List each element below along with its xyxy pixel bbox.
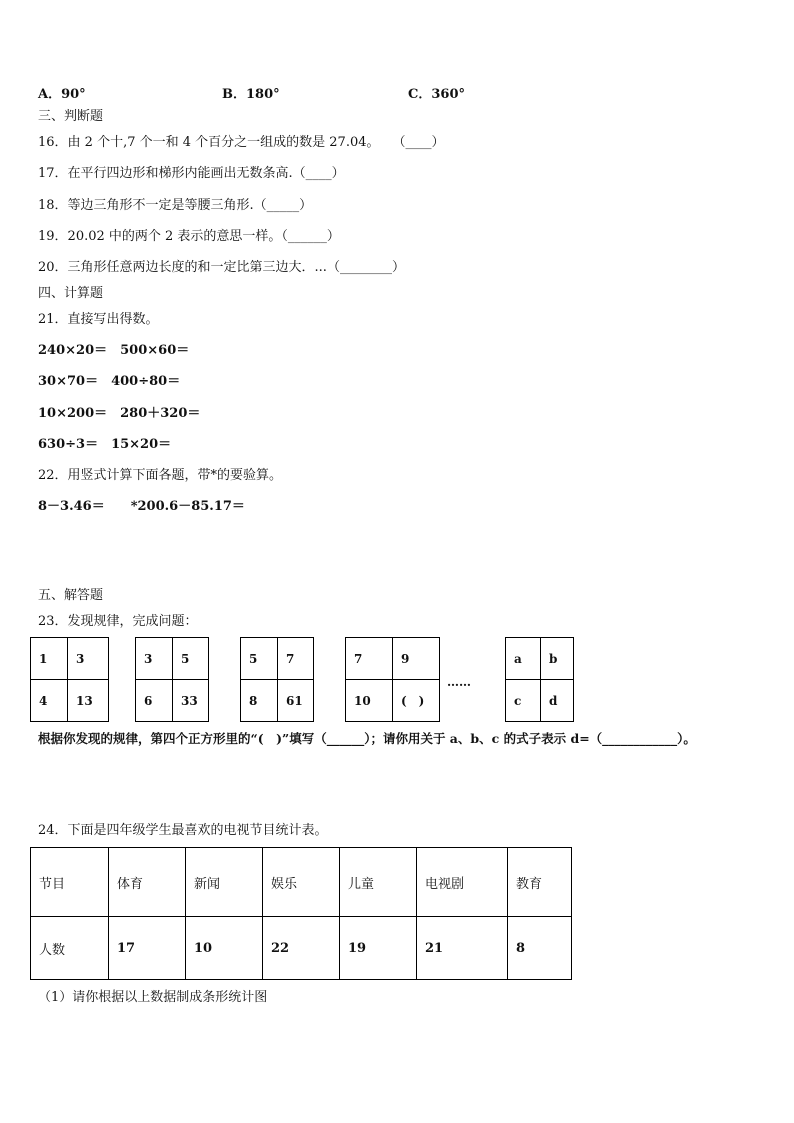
cell-top-left: 5 <box>241 638 278 680</box>
question-23-text: 根据你发现的规律，第四个正方形里的“( )”填写（______）；请你用关于 a、b、c 的式子表示 d=（____________）。 <box>38 731 696 746</box>
section-4-heading: 四、计算题 <box>38 286 104 301</box>
section-5-heading: 五、解答题 <box>38 588 104 603</box>
calc-row-2: 30×70＝ 400÷80＝ <box>38 374 181 389</box>
option-c: C．360° <box>408 87 465 102</box>
pattern-square-3 <box>240 637 314 722</box>
cell-bottom-left: 4 <box>31 680 68 722</box>
cell-top-right: 7 <box>278 638 314 680</box>
table-cell: 19 <box>340 917 417 980</box>
cell-bottom-right: 33 <box>173 680 209 722</box>
cell-bottom-left: 8 <box>241 680 278 722</box>
cell-top-right: 5 <box>173 638 209 680</box>
cell-bottom-left: 6 <box>136 680 173 722</box>
cell-top-left: 1 <box>31 638 68 680</box>
ellipsis: …… <box>447 675 471 689</box>
cell-bottom-left: 10 <box>346 680 393 722</box>
table-cell: 10 <box>186 917 263 980</box>
question-16: 16．由 2 个十,7 个一和 4 个百分之一组成的数是 27.04。 （____） <box>38 135 445 150</box>
section-3-heading: 三、判断题 <box>38 109 104 124</box>
table-cell: 22 <box>263 917 340 980</box>
question-22-items: 8－3.46＝ *200.6－85.17＝ <box>38 499 245 514</box>
tv-program-table <box>30 847 572 980</box>
table-cell: 电视剧 <box>417 848 508 917</box>
calc-row-1: 240×20＝ 500×60＝ <box>38 343 190 358</box>
option-a: A．90° <box>38 87 86 102</box>
pattern-square-1 <box>30 637 109 722</box>
pattern-square-4 <box>345 637 440 722</box>
question-24: 24．下面是四年级学生最喜欢的电视节目统计表。 <box>38 823 328 838</box>
table-cell: 21 <box>417 917 508 980</box>
option-b: B．180° <box>222 87 280 102</box>
table-cell: 8 <box>508 917 572 980</box>
table-cell: 17 <box>109 917 186 980</box>
table-cell: 体育 <box>109 848 186 917</box>
cell-bottom-left: c <box>506 680 541 722</box>
pattern-square-2 <box>135 637 209 722</box>
table-count-row <box>31 917 572 980</box>
cell-top-right: 3 <box>68 638 109 680</box>
cell-top-left: 7 <box>346 638 393 680</box>
cell-top-right: b <box>541 638 574 680</box>
cell-bottom-right: 61 <box>278 680 314 722</box>
question-23: 23．发现规律，完成问题： <box>38 614 198 629</box>
question-21: 21．直接写出得数。 <box>38 312 159 327</box>
cell-bottom-right: d <box>541 680 574 722</box>
cell-top-left: 3 <box>136 638 173 680</box>
table-cell: 节目 <box>31 848 109 917</box>
cell-bottom-right: ( ) <box>393 680 440 722</box>
question-17: 17．在平行四边形和梯形内能画出无数条高.（____） <box>38 166 345 181</box>
pattern-square-5 <box>505 637 574 722</box>
table-cell: 娱乐 <box>263 848 340 917</box>
table-cell: 儿童 <box>340 848 417 917</box>
question-19: 19．20.02 中的两个 2 表示的意思一样。（______） <box>38 229 340 244</box>
question-22: 22．用竖式计算下面各题，带*的要验算。 <box>38 468 283 483</box>
table-cell: 教育 <box>508 848 572 917</box>
calc-row-4: 630÷3＝ 15×20＝ <box>38 437 172 452</box>
cell-top-left: a <box>506 638 541 680</box>
calc-row-3: 10×200＝ 280＋320＝ <box>38 406 201 421</box>
cell-top-right: 9 <box>393 638 440 680</box>
question-18: 18．等边三角形不一定是等腰三角形.（_____） <box>38 198 313 213</box>
question-20: 20．三角形任意两边长度的和一定比第三边大．...（________） <box>38 260 405 275</box>
table-cell: 人数 <box>31 917 109 980</box>
table-header-row <box>31 848 572 917</box>
table-cell: 新闻 <box>186 848 263 917</box>
cell-bottom-right: 13 <box>68 680 109 722</box>
question-24-part-1: （1）请你根据以上数据制成条形统计图 <box>38 990 268 1005</box>
